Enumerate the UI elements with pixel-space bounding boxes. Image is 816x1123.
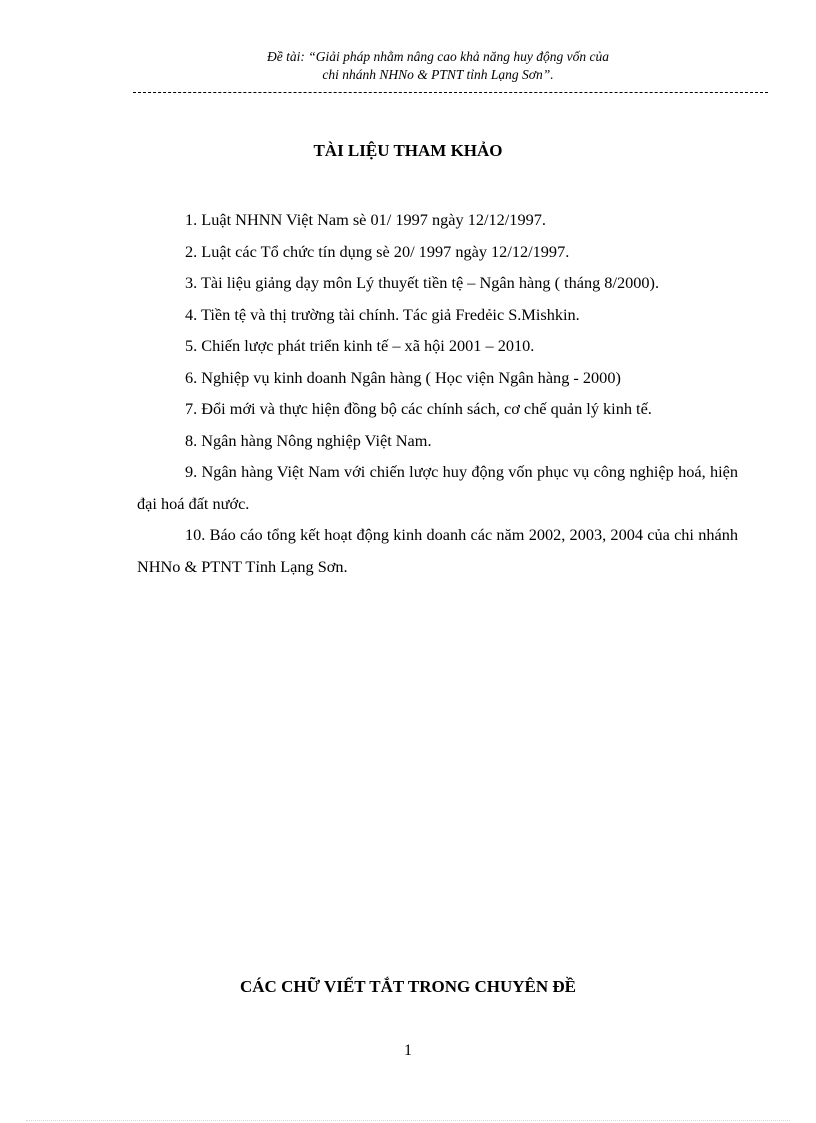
references-list bbox=[137, 204, 738, 582]
reference-item-2: 2. Luật các Tổ chức tín dụng sè 20/ 1997 ngày 12/12/1997. bbox=[185, 241, 570, 261]
page-number: 1 bbox=[404, 1042, 412, 1059]
reference-item-1: 1. Luật NHNN Việt Nam sè 01/ 1997 ngày 12/12/1997. bbox=[185, 210, 546, 229]
reference-item-10: 10. Báo cáo tổng kết hoạt động kinh doanh các năm 2002, 2003, 2004 của chi nhánh NHNo & PTNT Tỉnh Lạng Sơn. bbox=[137, 525, 738, 576]
reference-item-7: 7. Đổi mới và thực hiện đồng bộ các chính sách, cơ chế quản lý kinh tế. bbox=[185, 399, 652, 418]
reference-item-9: 9. Ngân hàng Việt Nam với chiến lược huy động vốn phục vụ công nghiệp hoá, hiện đại hoá đất nước. bbox=[137, 462, 738, 513]
reference-item-5: 5. Chiến lược phát triển kinh tế – xã hội 2001 – 2010. bbox=[185, 336, 535, 355]
references-title: TÀI LIỆU THAM KHẢO bbox=[313, 141, 503, 160]
header-line-2: chi nhánh NHNo & PTNT tỉnh Lạng Sơn”. bbox=[322, 67, 554, 82]
reference-item-4: 4. Tiền tệ và thị trường tài chính. Tác giả Fredẻic S.Mishkin. bbox=[185, 304, 580, 324]
header-divider bbox=[133, 92, 768, 93]
abbreviations-title: CÁC CHỮ VIẾT TẮT TRONG CHUYÊN ĐỀ bbox=[240, 977, 576, 996]
reference-item-6: 6. Nghiệp vụ kinh doanh Ngân hàng ( Học viện Ngân hàng - 2000) bbox=[185, 367, 621, 387]
page-header bbox=[130, 48, 746, 84]
page-bottom-divider bbox=[26, 1120, 790, 1121]
reference-item-8: 8. Ngân hàng Nông nghiệp Việt Nam. bbox=[185, 430, 432, 450]
header-line-1: Đề tài: “Giải pháp nhằm nâng cao khả năng huy động vốn của bbox=[267, 49, 609, 64]
reference-item-3: 3. Tài liệu giảng dạy môn Lý thuyết tiền tệ – Ngân hàng ( tháng 8/2000). bbox=[185, 273, 660, 292]
